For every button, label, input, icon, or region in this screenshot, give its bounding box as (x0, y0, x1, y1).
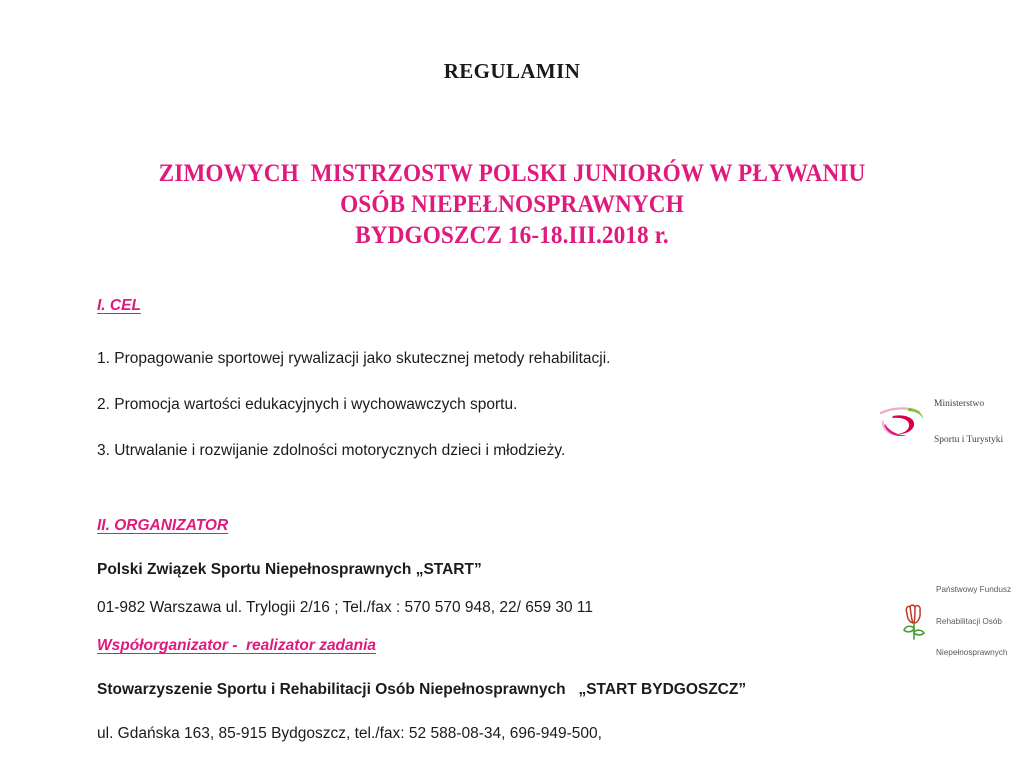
document-title: REGULAMIN (443, 59, 581, 83)
pfron-logo-line-3: Niepełnosprawnych (936, 648, 1008, 657)
event-heading-line-2: OSÓB NIEPEŁNOSPRAWNYCH (340, 191, 684, 218)
section-heading-organizator: II. ORGANIZATOR (97, 517, 229, 534)
coorganizer-heading: Współorganizator - realizator zadania (97, 637, 377, 654)
event-heading (0, 158, 1024, 251)
cel-item-3: 3. Utrwalanie i rozwijanie zdolności motorycznych dzieci i młodzieży. (97, 442, 566, 459)
document-body (97, 296, 857, 744)
ministry-logo (879, 374, 1003, 470)
pfron-logo-line-2: Rehabilitacji Osób (936, 616, 1002, 626)
organizer-address: 01-982 Warszawa ul. Trylogii 2/16 ; Tel./fax : 570 570 948, 22/ 659 30 11 (97, 599, 594, 616)
coorganizer-name: Stowarzyszenie Sportu i Rehabilitacji Osób Niepełnosprawnych „START BYDGOSZCZ” (97, 681, 747, 698)
pfron-logo (899, 564, 1011, 680)
ministry-swoosh-logo-icon (879, 404, 927, 440)
cel-item-2: 2. Promocja wartości edukacyjnych i wychowawczych sportu. (97, 396, 518, 413)
pfron-logo-line-1: Państwowy Fundusz (936, 585, 1012, 594)
coorganizer-address: ul. Gdańska 163, 85-915 Bydgoszcz, tel./fax: 52 588-08-34, 696-949-500, (97, 725, 602, 742)
pfron-logo-text (936, 564, 1011, 680)
cel-item-1: 1. Propagowanie sportowej rywalizacji jako skutecznej metody rehabilitacji. (97, 350, 611, 367)
ministry-logo-text (934, 374, 1003, 470)
event-heading-line-3: BYDGOSZCZ 16-18.III.2018 r. (355, 222, 669, 249)
ministry-logo-line-1: Ministerstwo (934, 399, 985, 409)
ministry-logo-line-2: Sportu i Turystyki (934, 435, 1004, 445)
event-heading-line-1: ZIMOWYCH MISTRZOSTW POLSKI JUNIORÓW W PŁYWANIU (158, 160, 866, 187)
pfron-tulip-logo-icon (899, 602, 929, 642)
organizer-name: Polski Związek Sportu Niepełnosprawnych „START” (97, 561, 482, 578)
section-heading-cel: I. CEL (97, 297, 141, 314)
